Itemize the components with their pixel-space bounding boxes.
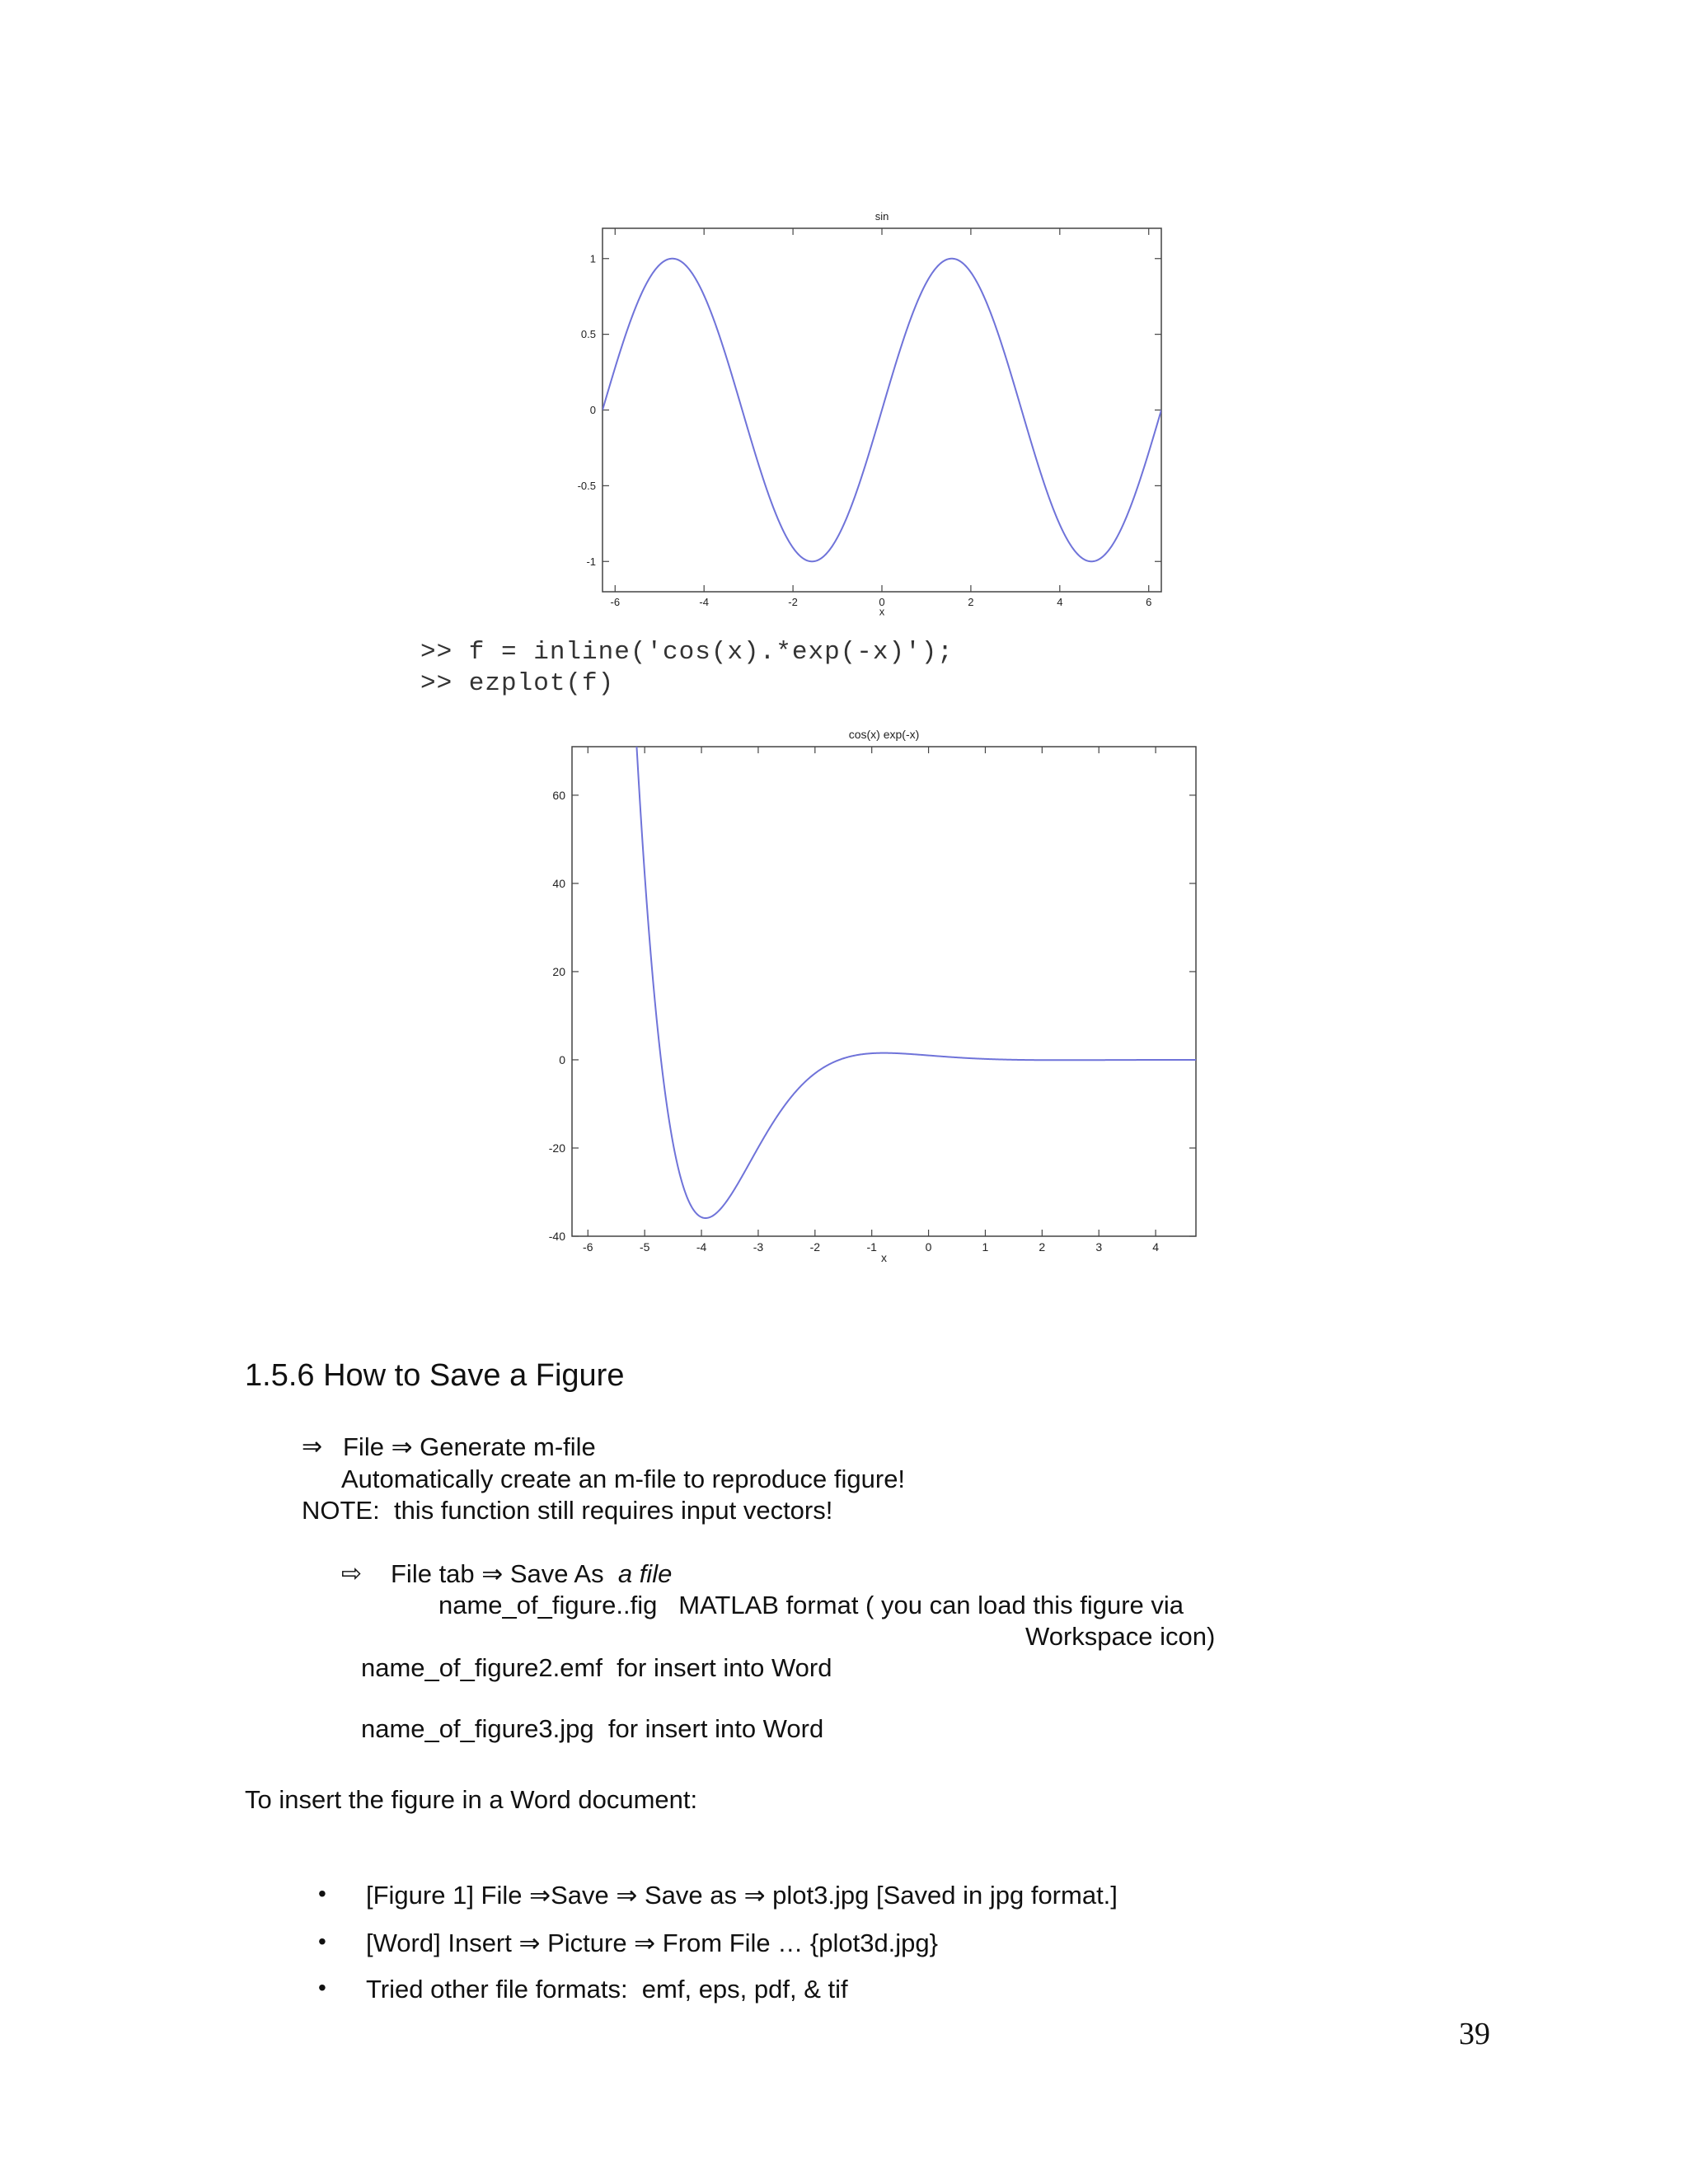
- x-axis-label: x: [879, 605, 885, 618]
- y-tick-label: 40: [552, 876, 565, 890]
- insert-intro: To insert the figure in a Word document:: [245, 1785, 698, 1814]
- x-tick-label: 2: [968, 596, 974, 608]
- menu-path-generate: File ⇒ Generate m-file: [343, 1432, 596, 1461]
- emf-format-line: name_of_figure2.emf for insert into Word: [361, 1653, 832, 1682]
- x-tick-label: 6: [1146, 596, 1152, 608]
- note-text: NOTE: this function still requires input vectors!: [302, 1496, 833, 1525]
- y-tick-label: 1: [589, 252, 596, 265]
- arrow-icon: ⇒: [302, 1433, 323, 1460]
- bullet-item-3: Tried other file formats: emf, eps, pdf, & tif: [366, 1975, 848, 2004]
- x-tick-label: -2: [809, 1240, 821, 1254]
- x-tick-label: 0: [925, 1240, 932, 1254]
- x-tick-label: 1: [982, 1240, 989, 1254]
- plot-title: cos(x) exp(-x): [848, 728, 920, 741]
- x-tick-label: 3: [1095, 1240, 1103, 1254]
- series-line: [572, 526, 1196, 1218]
- x-axis-label: x: [881, 1250, 887, 1264]
- x-tick-label: 4: [1057, 596, 1063, 608]
- page-number: 39: [1459, 2017, 1490, 2051]
- x-tick-label: 2: [1039, 1240, 1046, 1254]
- y-tick-label: -0.5: [577, 479, 596, 492]
- jpg-format-line: name_of_figure3.jpg for insert into Word: [361, 1714, 824, 1743]
- menu-path-save-as: [391, 1559, 672, 1589]
- code-line-ezplot: >> ezplot(f): [420, 669, 615, 698]
- x-tick-label: -1: [866, 1240, 877, 1254]
- section-heading: 1.5.6 How to Save a Figure: [245, 1358, 625, 1393]
- y-tick-label: 0: [559, 1052, 565, 1066]
- fig-format-line: name_of_figure..fig MATLAB format ( you can load this figure via: [438, 1591, 1184, 1619]
- x-tick-label: -6: [610, 596, 621, 608]
- plot-frame: [572, 747, 1196, 1236]
- save-as-target: a file: [617, 1559, 673, 1588]
- y-tick-label: -40: [548, 1229, 565, 1243]
- fig-format-line-cont: Workspace icon): [1025, 1622, 1216, 1651]
- hollow-arrow-icon: ⇨: [341, 1560, 363, 1587]
- bullet-icon: •: [318, 1975, 326, 2000]
- y-tick-label: 0.5: [580, 328, 596, 341]
- code-line-inline: >> f = inline('cos(x).*exp(-x)');: [420, 638, 954, 667]
- x-tick-label: -2: [788, 596, 798, 608]
- x-tick-label: -6: [583, 1240, 593, 1254]
- menu-path-generate-desc: Automatically create an m-file to reproduce figure!: [341, 1465, 906, 1493]
- save-as-path: File tab ⇒ Save As: [391, 1559, 604, 1588]
- bullet-item-2: [Word] Insert ⇒ Picture ⇒ From File … {plot3d.jpg}: [366, 1929, 939, 1957]
- x-tick-label: -3: [753, 1240, 764, 1254]
- y-tick-label: 0: [589, 404, 596, 417]
- x-tick-label: 0: [879, 596, 885, 608]
- x-tick-label: -5: [639, 1240, 650, 1254]
- y-tick-label: -1: [586, 555, 596, 568]
- bullet-item-1: [Figure 1] File ⇒Save ⇒ Save as ⇒ plot3.jpg [Saved in jpg format.]: [366, 1881, 1118, 1910]
- x-tick-label: -4: [699, 596, 709, 608]
- x-tick-label: -4: [696, 1240, 707, 1254]
- y-tick-label: 60: [552, 788, 565, 802]
- x-tick-label: 4: [1152, 1240, 1159, 1254]
- bullet-icon: •: [318, 1881, 326, 1906]
- y-tick-label: 20: [552, 964, 565, 978]
- bullet-icon: •: [318, 1929, 326, 1954]
- plot-title: sin: [874, 210, 889, 223]
- y-tick-label: -20: [548, 1141, 565, 1155]
